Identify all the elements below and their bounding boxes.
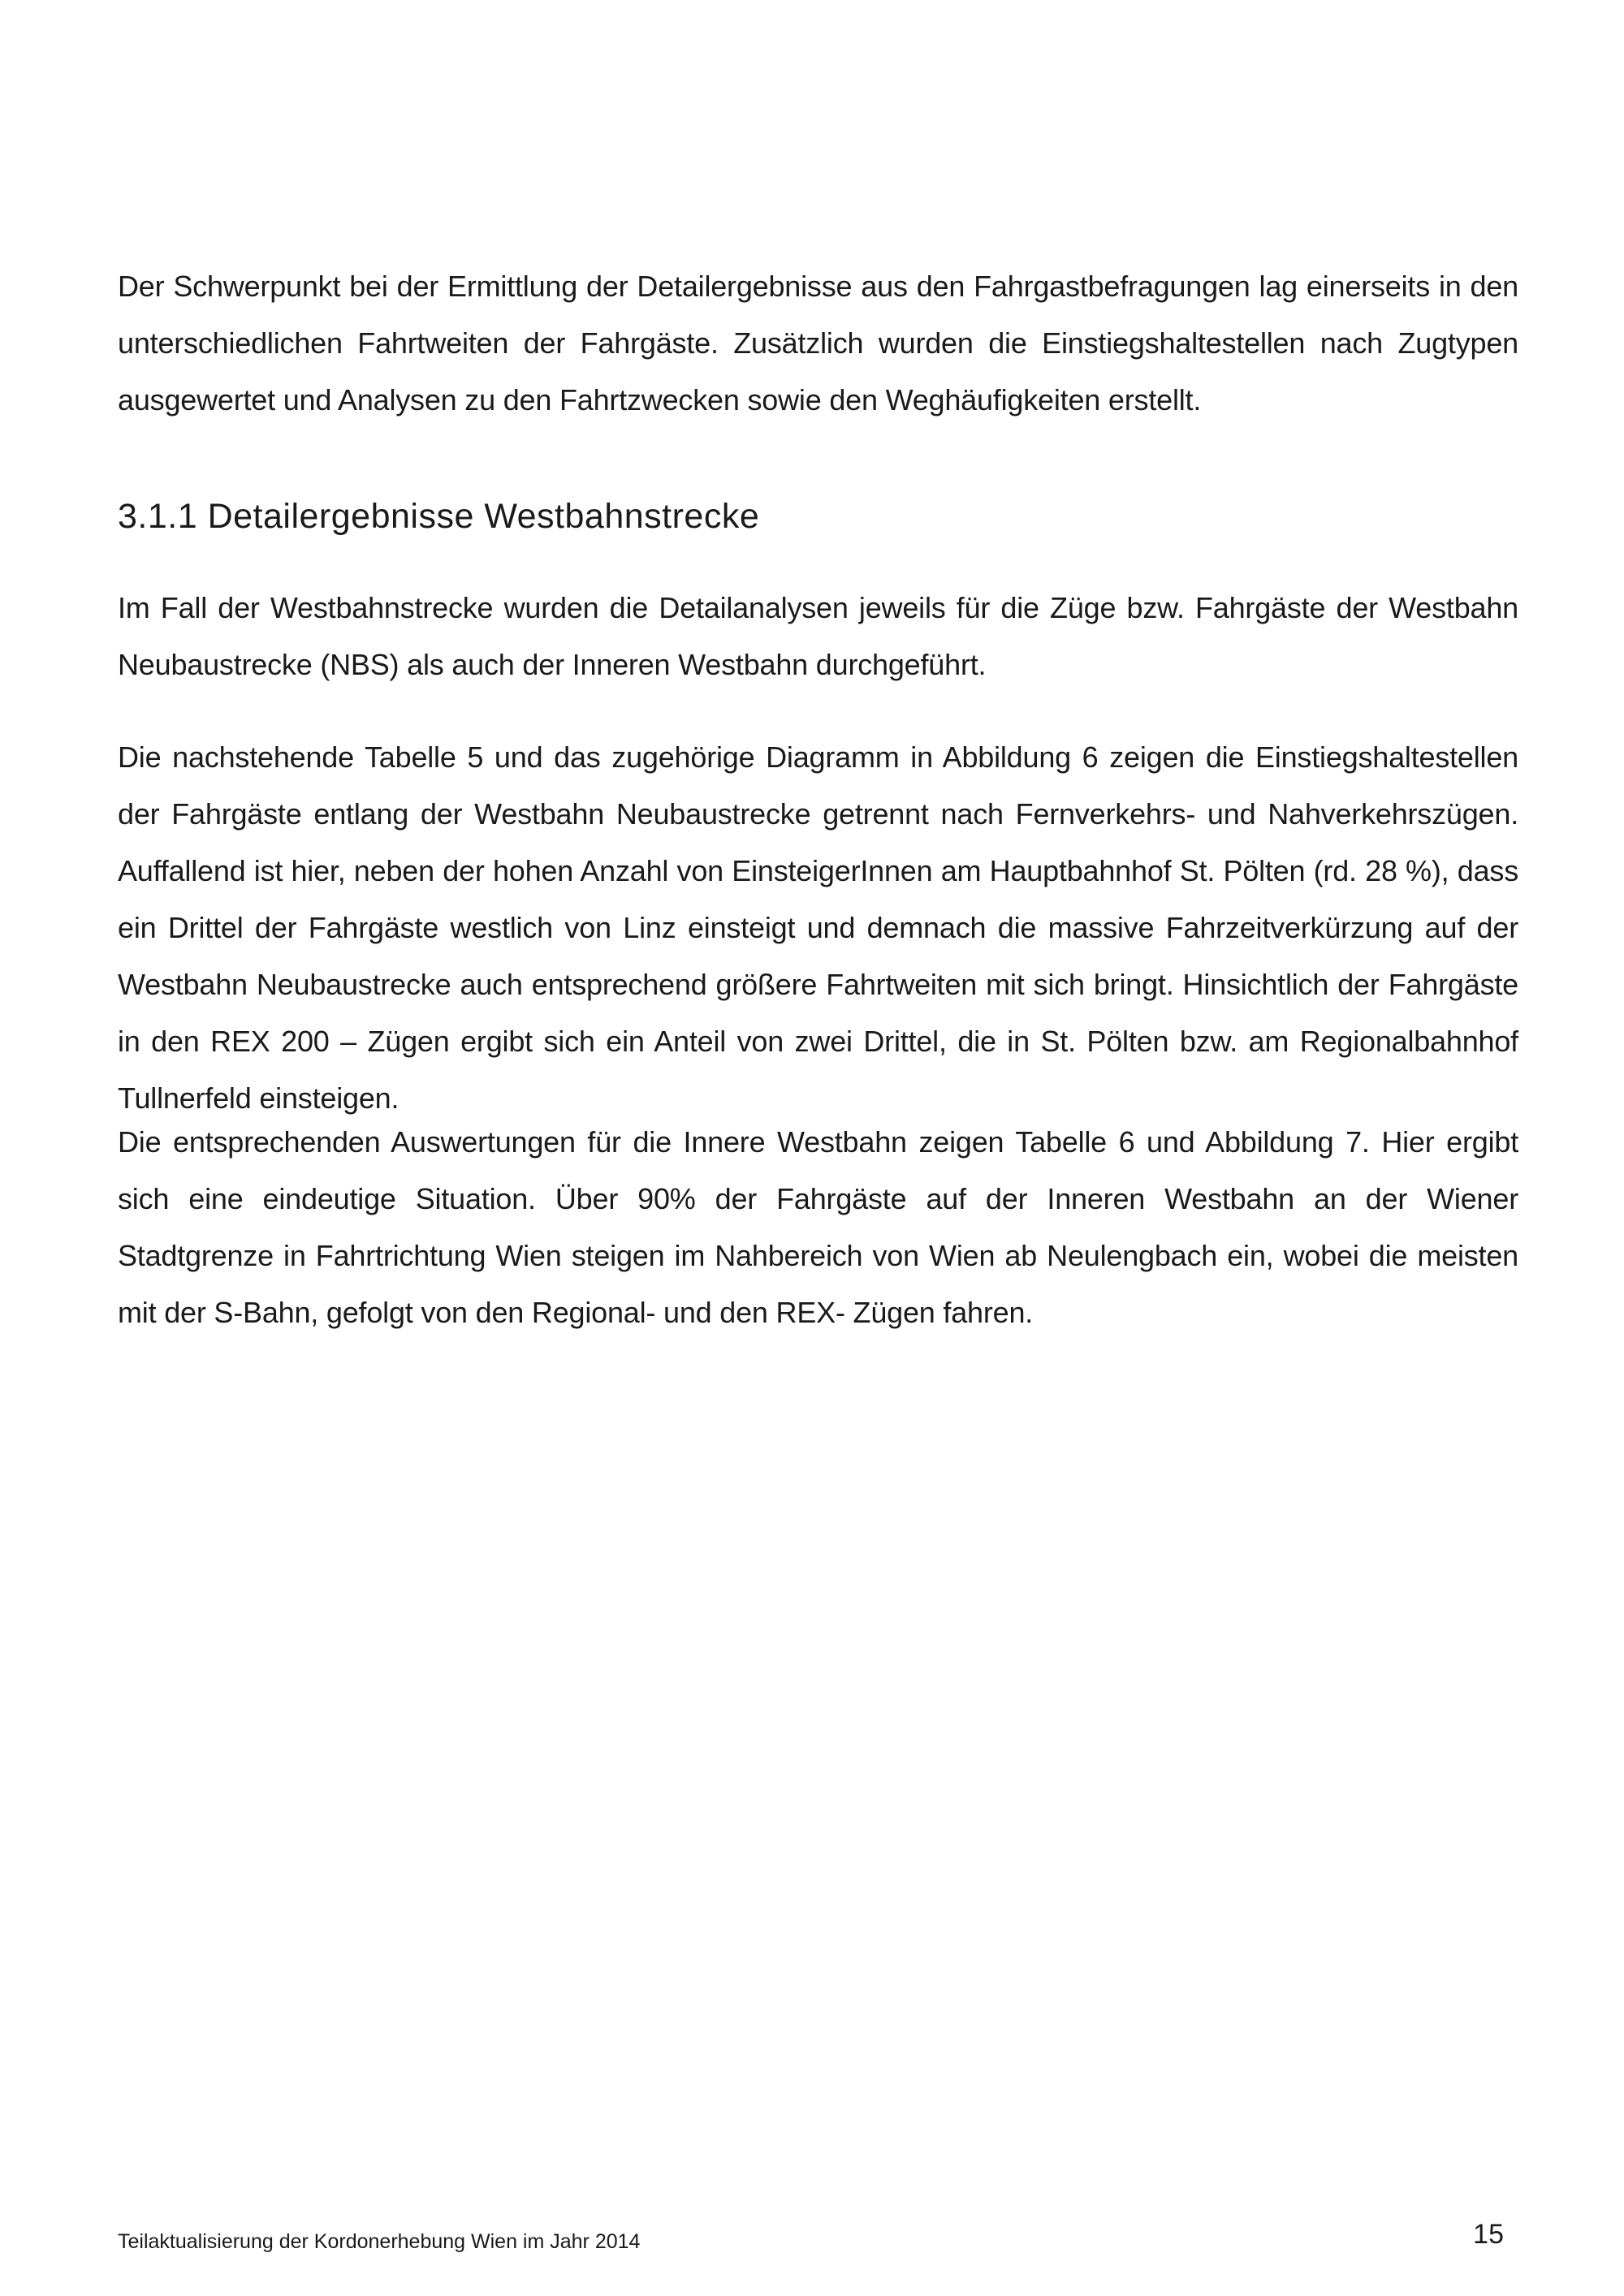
paragraph-intro — [118, 258, 1518, 429]
paragraph-text: Die entsprechenden Auswertungen für die Innere Westbahn zeigen Tabelle 6 und Abbildung 7. Hier ergibt sich eine eindeutige Situation. Über 90% der Fahrgäste auf der Inneren Westbahn an der Wiener Stadtgrenze in Fahrtrichtung Wien steigen im Nahbereich von Wien ab Neulengbach ein, wobei die meisten mit der S-Bahn, gefolgt von den Regional- und den REX- Zügen fahren. — [118, 1125, 1518, 1329]
paragraph-text: Die nachstehende Tabelle 5 und das zugehörige Diagramm in Abbildung 6 zeigen die Einstiegshaltestellen der Fahrgäste entlang der Westbahn Neubaustrecke getrennt nach Fernverkehrs- und Nahverkehrszügen. Auffallend ist hier, neben der hohen Anzahl von EinsteigerInnen am Hauptbahnhof St. Pölten (rd. 28 %), dass ein Drittel der Fahrgäste westlich von Linz einsteigt und demnach die massive Fahrzeitverkürzung auf der Westbahn Neubaustrecke auch entsprechend größere Fahrtweiten mit sich bringt. Hinsichtlich der Fahrgäste in den REX 200 – Zügen ergibt sich ein Anteil von zwei Drittel, die in St. Pölten bzw. am Regionalbahnhof Tullnerfeld einsteigen. — [118, 740, 1518, 1115]
paragraph-westbahn-overview — [118, 580, 1518, 693]
section-heading: 3.1.1 Detailergebnisse Westbahnstrecke — [118, 497, 760, 536]
paragraph-neubaustrecke — [118, 729, 1518, 1127]
paragraph-innere-westbahn — [118, 1114, 1518, 1341]
footer-title: Teilaktualisierung der Kordonerhebung Wien im Jahr 2014 — [118, 2230, 641, 2253]
paragraph-text: Der Schwerpunkt bei der Ermittlung der Detailergebnisse aus den Fahrgastbefragungen lag einerseits in den unterschiedlichen Fahrtweiten der Fahrgäste. Zusätzlich wurden die Einstiegshaltestellen nach Zugtypen ausgewertet und Analysen zu den Fahrtzwecken sowie den Weghäufigkeiten erstellt. — [118, 270, 1518, 416]
page-number: 15 — [1473, 2219, 1504, 2250]
paragraph-text: Im Fall der Westbahnstrecke wurden die Detailanalysen jeweils für die Züge bzw. Fahrgäste der Westbahn Neubaustrecke (NBS) als auch der Inneren Westbahn durchgeführt. — [118, 591, 1518, 681]
